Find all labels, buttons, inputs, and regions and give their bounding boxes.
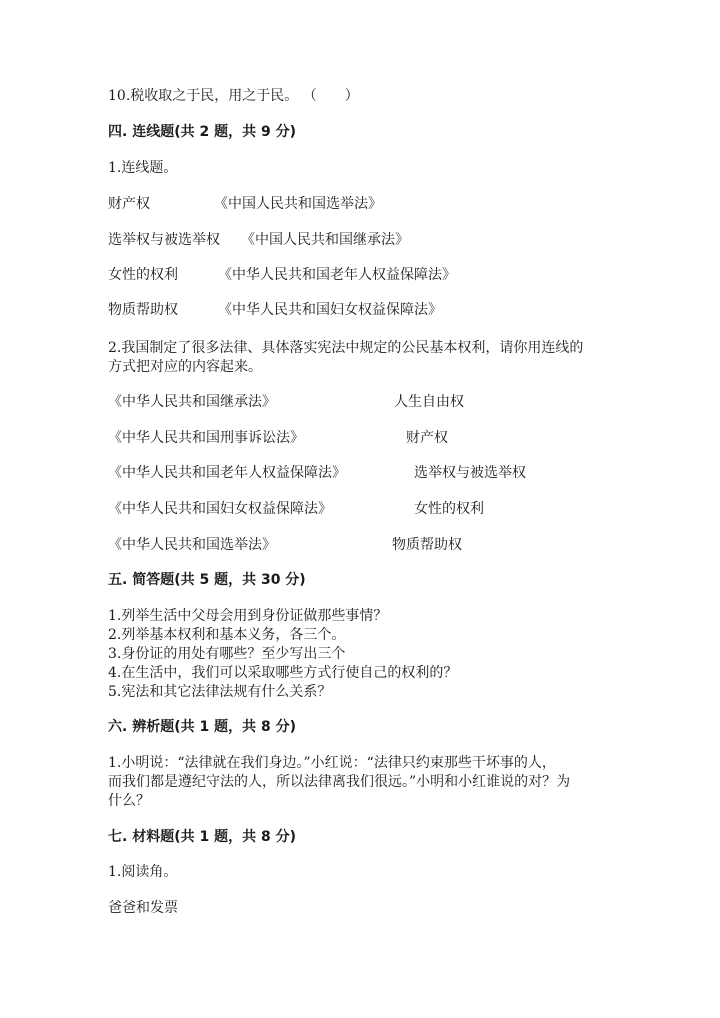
section7-subtitle: 爸爸和发票: [108, 900, 178, 916]
s4q2-left-3: 《中华人民共和国老年人权益保障法》: [108, 465, 346, 481]
s4q1-right-4: 《中华人民共和国妇女权益保障法》: [218, 302, 442, 318]
section7-q1: 1.阅读角。: [108, 864, 178, 880]
s4q1-left-3: 女性的权利: [108, 267, 178, 283]
q10-line: 10.税收取之于民，用之于民。 （ ）: [108, 88, 359, 104]
s4q2-right-1: 人生自由权: [394, 394, 464, 410]
section5-item-1: 1.列举生活中父母会用到身份证做那些事情？: [108, 608, 388, 624]
s4q2-left-2: 《中华人民共和国刑事诉讼法》: [108, 430, 304, 446]
section6-q1-line1: 1.小明说：“法律就在我们身边。”小红说：“法律只约束那些干坏事的人，: [108, 755, 556, 771]
section6-q1-line2: 而我们都是遵纪守法的人，所以法律离我们很远。”小明和小红谁说的对？为: [108, 774, 571, 790]
s4q1-right-2: 《中国人民共和国继承法》: [241, 232, 409, 248]
s4q2-right-5: 物质帮助权: [392, 537, 462, 553]
s4q2-right-3: 选举权与被选举权: [414, 465, 526, 481]
s4q2-left-1: 《中华人民共和国继承法》: [108, 394, 276, 410]
section5-item-5: 5.宪法和其它法律法规有什么关系？: [108, 684, 332, 700]
section4-q1-stem: 1.连线题。: [108, 160, 178, 176]
s4q2-right-2: 财产权: [406, 430, 448, 446]
section4-heading: 四. 连线题(共 2 题，共 9 分): [108, 124, 296, 140]
section6-q1-line3: 什么？: [108, 793, 150, 809]
s4q2-left-4: 《中华人民共和国妇女权益保障法》: [108, 501, 332, 517]
section4-q2-stem-line1: 2.我国制定了很多法律、具体落实宪法中规定的公民基本权利，请你用连线的: [108, 340, 584, 356]
section5-item-3: 3.身份证的用处有哪些？至少写出三个: [108, 646, 346, 662]
section5-heading: 五. 简答题(共 5 题，共 30 分): [108, 572, 306, 588]
section5-item-4: 4.在生活中，我们可以采取哪些方式行使自己的权利的？: [108, 665, 458, 681]
s4q1-left-1: 财产权: [108, 196, 150, 212]
s4q2-right-4: 女性的权利: [414, 501, 484, 517]
section4-q2-stem-line2: 方式把对应的内容起来。: [108, 359, 262, 375]
s4q2-left-5: 《中华人民共和国选举法》: [108, 537, 276, 553]
s4q1-right-1: 《中国人民共和国选举法》: [214, 196, 382, 212]
section7-heading: 七. 材料题(共 1 题，共 8 分): [108, 829, 296, 845]
s4q1-left-4: 物质帮助权: [108, 302, 178, 318]
s4q1-left-2: 选举权与被选举权: [108, 232, 220, 248]
s4q1-right-3: 《中华人民共和国老年人权益保障法》: [218, 267, 456, 283]
section5-item-2: 2.列举基本权利和基本义务，各三个。: [108, 627, 346, 643]
section6-heading: 六. 辨析题(共 1 题，共 8 分): [108, 719, 296, 735]
